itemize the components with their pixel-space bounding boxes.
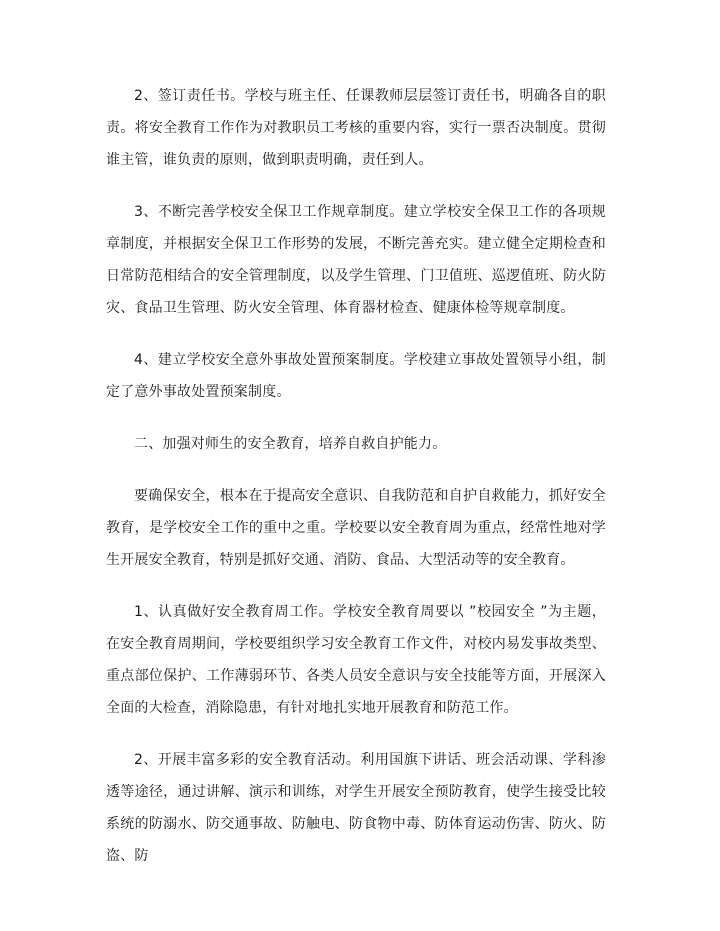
paragraph-security-rules: 3、不断完善学校安全保卫工作规章制度。建立学校安全保卫工作的各项规章制度，并根据安全保卫工作形势的发展，不断完善充实。建立健全定期检查和日常防范相结合的安全管理制度，以及学生管理、门卫值班、巡逻值班、防火防灾、食品卫生管理、防火安全管理、体育器材检查、健康体检等规章制度。 xyxy=(106,204,606,316)
paragraph-ensure-safety: 要确保安全，根本在于提高安全意识、自我防范和自护自救能力，抓好安全教育，是学校安全工作的重中之重。学校要以安全教育周为重点，经常性地对学生开展安全教育，特别是抓好交通、消防、食品、大型活动等的安全教育。 xyxy=(106,488,606,568)
document-body xyxy=(106,80,606,892)
paragraph-accident-plan: 4、建立学校安全意外事故处置预案制度。学校建立事故处置领导小组，制定了意外事故处置预案制度。 xyxy=(106,352,606,400)
paragraph-education-activities: 2、开展丰富多彩的安全教育活动。利用国旗下讲话、班会活动课、学科渗透等途径，通过讲解、演示和训练，对学生开展安全预防教育，使学生接受比较系统的防溺水、防交通事故、防触电、防食物中毒、防体育运动伤害、防火、防盗、防 xyxy=(106,752,606,864)
section-heading-safety-education: 二、加强对师生的安全教育，培养自救自护能力。 xyxy=(134,436,447,452)
paragraph-responsibility-letter: 2、签订责任书。学校与班主任、任课教师层层签订责任书，明确各自的职责。将安全教育工作作为对教职员工考核的重要内容，实行一票否决制度。贯彻谁主管，谁负责的原则，做到职责明确，责任到人。 xyxy=(106,88,606,168)
paragraph-safety-week: 1、认真做好安全教育周工作。学校安全教育周要以 ”校园安全 ”为主题，在安全教育周期间，学校要组织学习安全教育工作文件，对校内易发事故类型、重点部位保护、工作薄弱环节、各类人员安全意识与安全技能等方面，开展深入全面的大检查，消除隐患，有针对地扎实地开展教育和防范工作。 xyxy=(106,604,606,716)
